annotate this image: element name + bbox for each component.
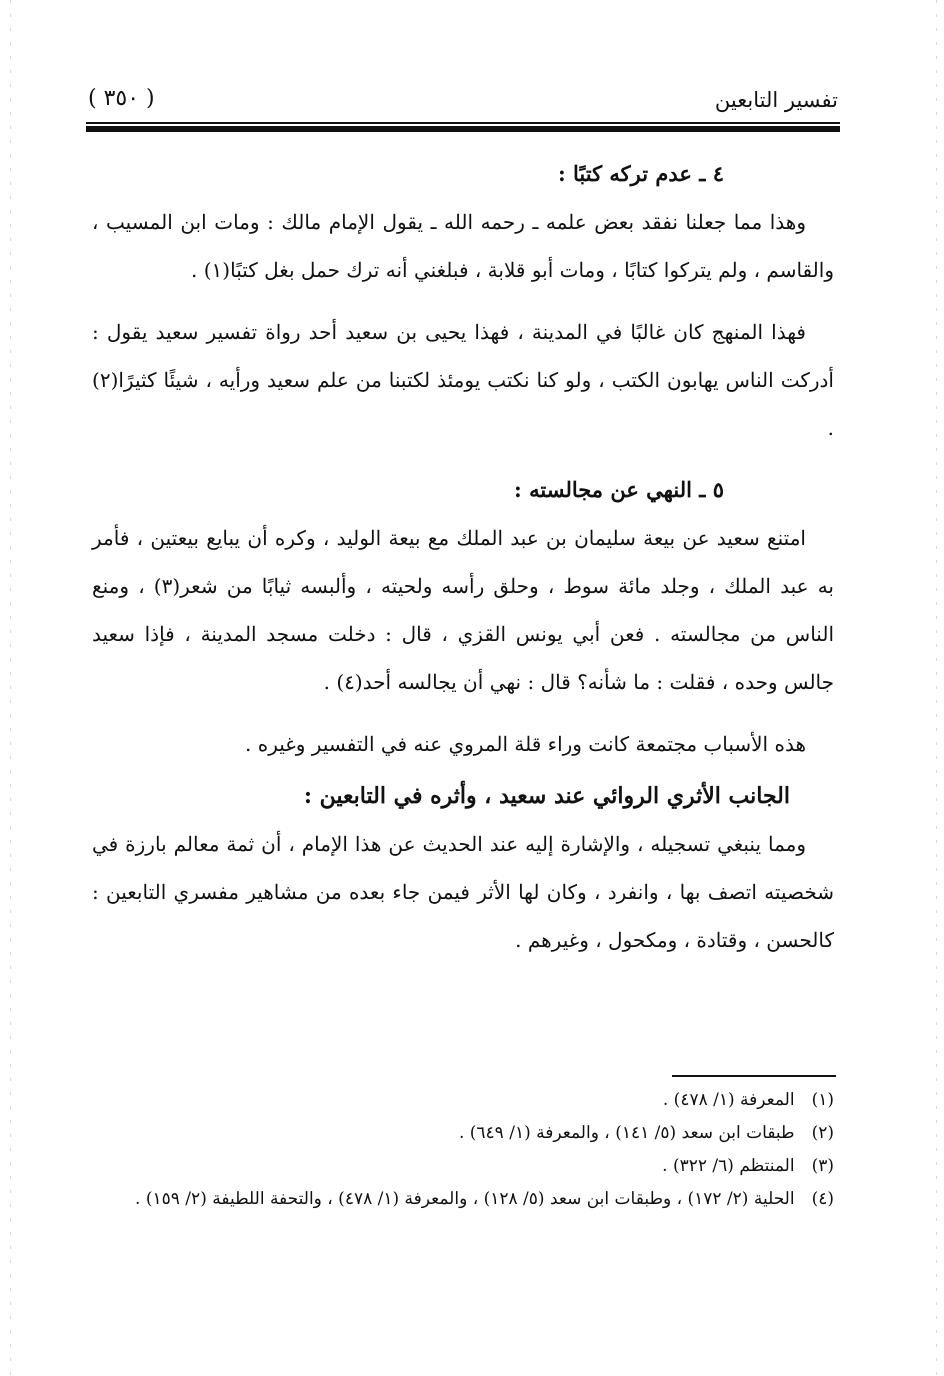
page-header bbox=[88, 82, 838, 118]
paragraph-1: وهذا مما جعلنا نفقد بعض علمه ـ رحمه الله ـ يقول الإمام مالك : ومات ابن المسيب ، والقاسم ، ولم يتركوا كتابًا ، ومات أبو قلابة ، فبلغني أنه ترك حمل بغل كتبًا(١) . bbox=[92, 210, 834, 282]
footnote-number: (١) bbox=[811, 1090, 834, 1110]
main-section-heading: الجانب الأثري الروائي عند سعيد ، وأثره في التابعين : bbox=[303, 783, 790, 809]
footnote-2 bbox=[96, 1117, 834, 1150]
footnote-3 bbox=[96, 1150, 834, 1183]
paragraph-3: امتنع سعيد عن بيعة سليمان بن عبد الملك مع بيعة الوليد ، وكره أن يبايع بيعتين ، فأمر به عبد الملك ، وجلد مائة سوط ، وحلق رأسه ولحيته ، وألبسه ثيابًا من شعر(٣) ، ومنع الناس من مجالسته . فعن أبي يونس القزي ، قال : دخلت مسجد المدينة ، فإذا سعيد جالس وحده ، فقلت : ما شأنه؟ قال : نهي أن يجالسه أحد(٤) . bbox=[92, 526, 834, 694]
footnotes bbox=[96, 1084, 834, 1216]
section-heading-5: ٥ ـ النهي عن مجالسته : bbox=[514, 477, 724, 502]
running-title: تفسير التابعين bbox=[714, 88, 838, 112]
paragraph-5: ومما ينبغي تسجيله ، والإشارة إليه عند الحديث عن هذا الإمام ، أن ثمة معالم بارزة في شخصيته اتصف بها ، وانفرد ، وكان لها الأثر فيمن جاء بعده من مشاهير مفسري التابعين : كالحسن ، وقتادة ، ومكحول ، وغيرهم . bbox=[92, 832, 834, 952]
scan-edge-right bbox=[936, 0, 937, 1376]
footnote-number: (٢) bbox=[811, 1123, 834, 1143]
footnote-number: (٤) bbox=[811, 1189, 834, 1209]
footnote-separator bbox=[672, 1075, 836, 1077]
footnote-4 bbox=[96, 1183, 834, 1216]
main-text bbox=[92, 150, 834, 978]
footnote-text: المنتظم (٦/ ٣٢٢) . bbox=[662, 1156, 795, 1176]
footnote-text: الحلية (٢/ ١٧٢) ، وطبقات ابن سعد (٥/ ١٢٨) ، والمعرفة (١/ ٤٧٨) ، والتحفة اللطيفة (٢/ ١٥٩) . bbox=[135, 1189, 795, 1209]
footnote-1 bbox=[96, 1084, 834, 1117]
footnote-number: (٣) bbox=[811, 1156, 834, 1176]
page-number: ( ٣٥٠ ) bbox=[88, 86, 155, 111]
header-rule-thin bbox=[86, 122, 840, 124]
footnote-text: المعرفة (١/ ٤٧٨) . bbox=[662, 1090, 795, 1110]
header-rule-thick bbox=[86, 126, 840, 132]
paragraph-4: هذه الأسباب مجتمعة كانت وراء قلة المروي عنه في التفسير وغيره . bbox=[245, 732, 806, 756]
section-heading-4: ٤ ـ عدم تركه كتبًا : bbox=[557, 161, 724, 186]
scan-edge-left bbox=[10, 0, 11, 1376]
footnote-text: طبقات ابن سعد (٥/ ١٤١) ، والمعرفة (١/ ٦٤٩) . bbox=[458, 1123, 795, 1143]
paragraph-2: فهذا المنهج كان غالبًا في المدينة ، فهذا يحيى بن سعيد أحد رواة تفسير سعيد يقول : أدركت الناس يهابون الكتب ، ولو كنا نكتب يومئذ لكتبنا من علم سعيد ورأيه ، شيئًا كثيرًا(٢) . bbox=[92, 320, 834, 440]
